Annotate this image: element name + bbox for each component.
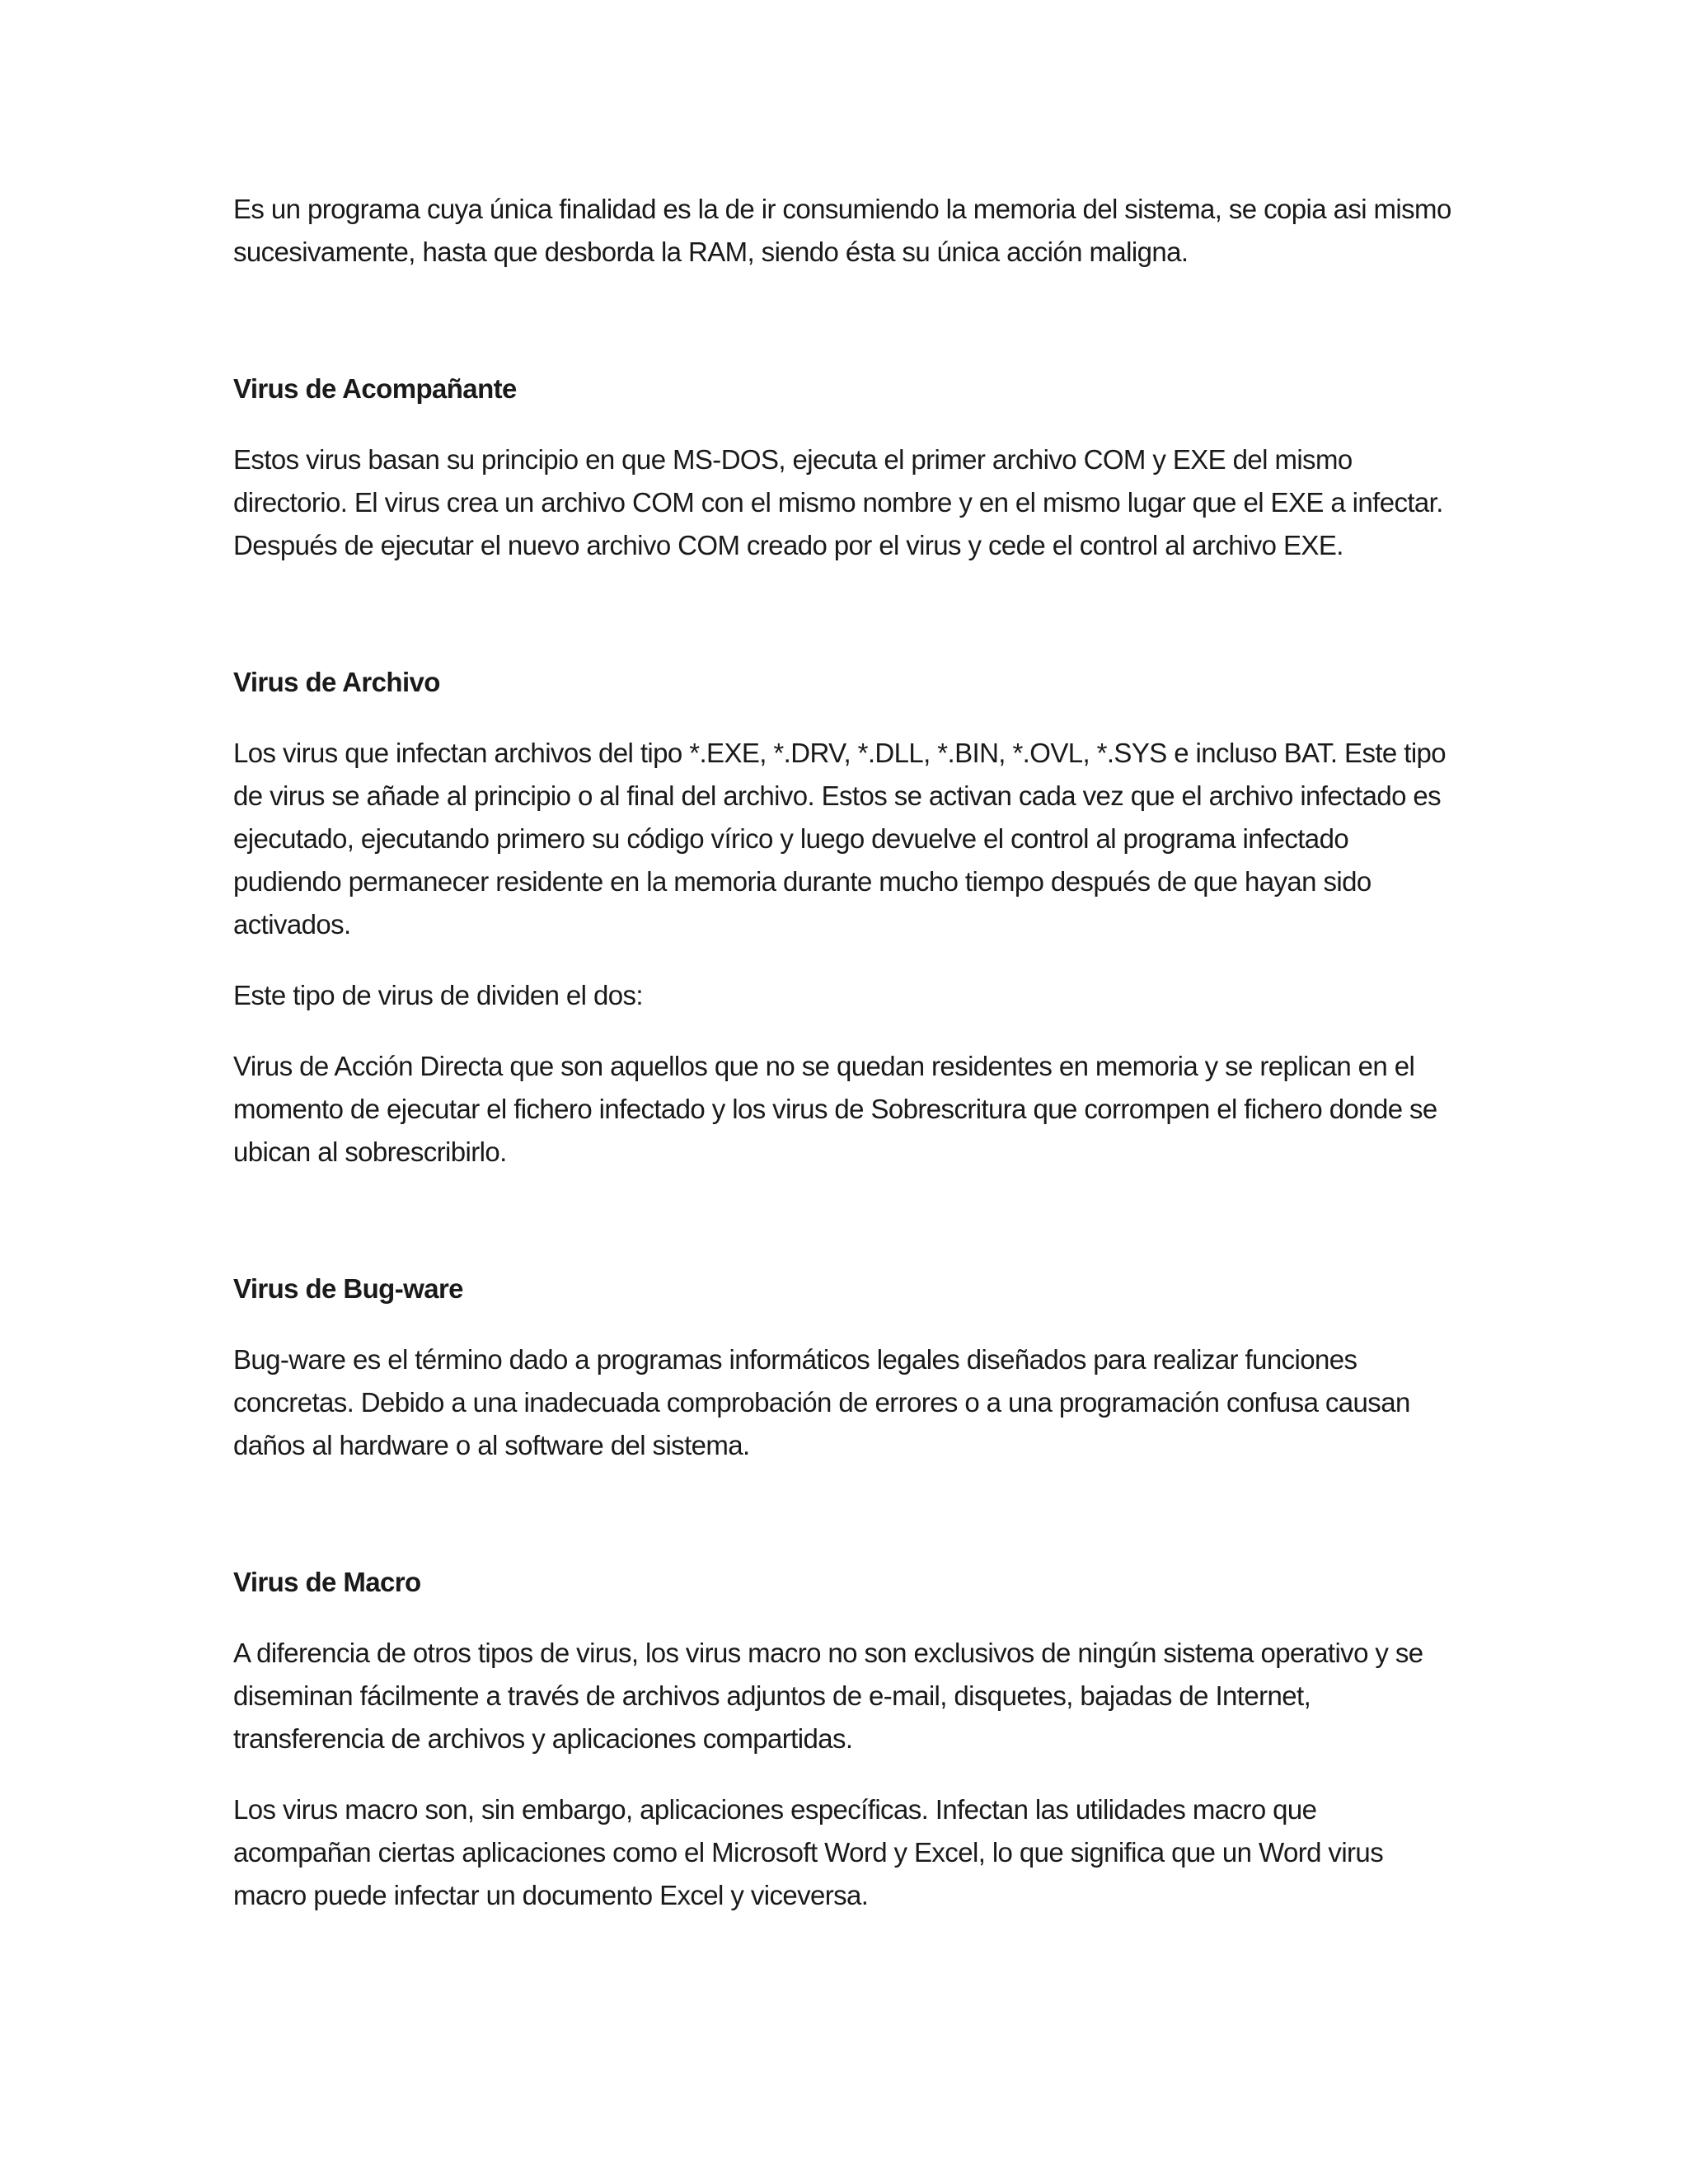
section-paragraph: Bug-ware es el término dado a programas informáticos legales diseñados para realizar funciones concretas. Debido a una inadecuada comprobación de errores o a una programación confusa causan daños al hardware o al software del sistema. — [233, 1344, 1410, 1460]
section-macro — [233, 1561, 1461, 1917]
section-gap — [233, 302, 1461, 368]
section-acompanante — [233, 368, 1461, 567]
section-paragraph: Los virus que infectan archivos del tipo *.EXE, *.DRV, *.DLL, *.BIN, *.OVL, *.SYS e incluso BAT. Este tipo de virus se añade al principio o al final del archivo. Estos se activan cada vez que el archivo infectado es ejecutado, ejecutando primero su código vírico y luego devuelve el control al programa infectado pudiendo permanecer residente en la memoria durante mucho tiempo después de que hayan sido activados. — [233, 738, 1447, 940]
section-gap — [233, 1495, 1461, 1561]
section-gap — [233, 1202, 1461, 1268]
section-paragraph: Virus de Acción Directa que son aquellos que no se quedan residentes en memoria y se replican en el momento de ejecutar el fichero infectado y los virus de Sobrescritura que corrompen el fichero donde se ubican al sobrescribirlo. — [233, 1051, 1437, 1167]
section-archivo — [233, 661, 1461, 1174]
intro-paragraph: Es un programa cuya única finalidad es la de ir consumiendo la memoria del sistema, se copia asi mismo sucesivamente, hasta que desborda la RAM, siendo ésta su única acción maligna. — [233, 194, 1451, 267]
section-heading: Virus de Macro — [233, 1567, 421, 1597]
section-paragraph: Los virus macro son, sin embargo, aplicaciones específicas. Infectan las utilidades macro que acompañan ciertas aplicaciones como el Microsoft Word y Excel, lo que significa que un Word virus macro puede infectar un documento Excel y viceversa. — [233, 1794, 1384, 1910]
section-bug-ware — [233, 1268, 1461, 1467]
section-paragraph: Este tipo de virus de dividen el dos: — [233, 980, 643, 1010]
section-paragraph: A diferencia de otros tipos de virus, los virus macro no son exclusivos de ningún sistema operativo y se diseminan fácilmente a través de archivos adjuntos de e-mail, disquetes, bajadas de Internet, transferencia de archivos y aplicaciones compartidas. — [233, 1638, 1423, 1754]
section-paragraph: Estos virus basan su principio en que MS-DOS, ejecuta el primer archivo COM y EXE del mismo directorio. El virus crea un archivo COM con el mismo nombre y en el mismo lugar que el EXE a infectar. Después de ejecutar el nuevo archivo COM creado por el virus y cede el control al archivo EXE. — [233, 444, 1443, 560]
document-body — [233, 188, 1461, 1945]
section-heading: Virus de Acompañante — [233, 373, 517, 404]
section-heading: Virus de Archivo — [233, 667, 440, 697]
section-heading: Virus de Bug-ware — [233, 1273, 463, 1304]
section-gap — [233, 595, 1461, 661]
